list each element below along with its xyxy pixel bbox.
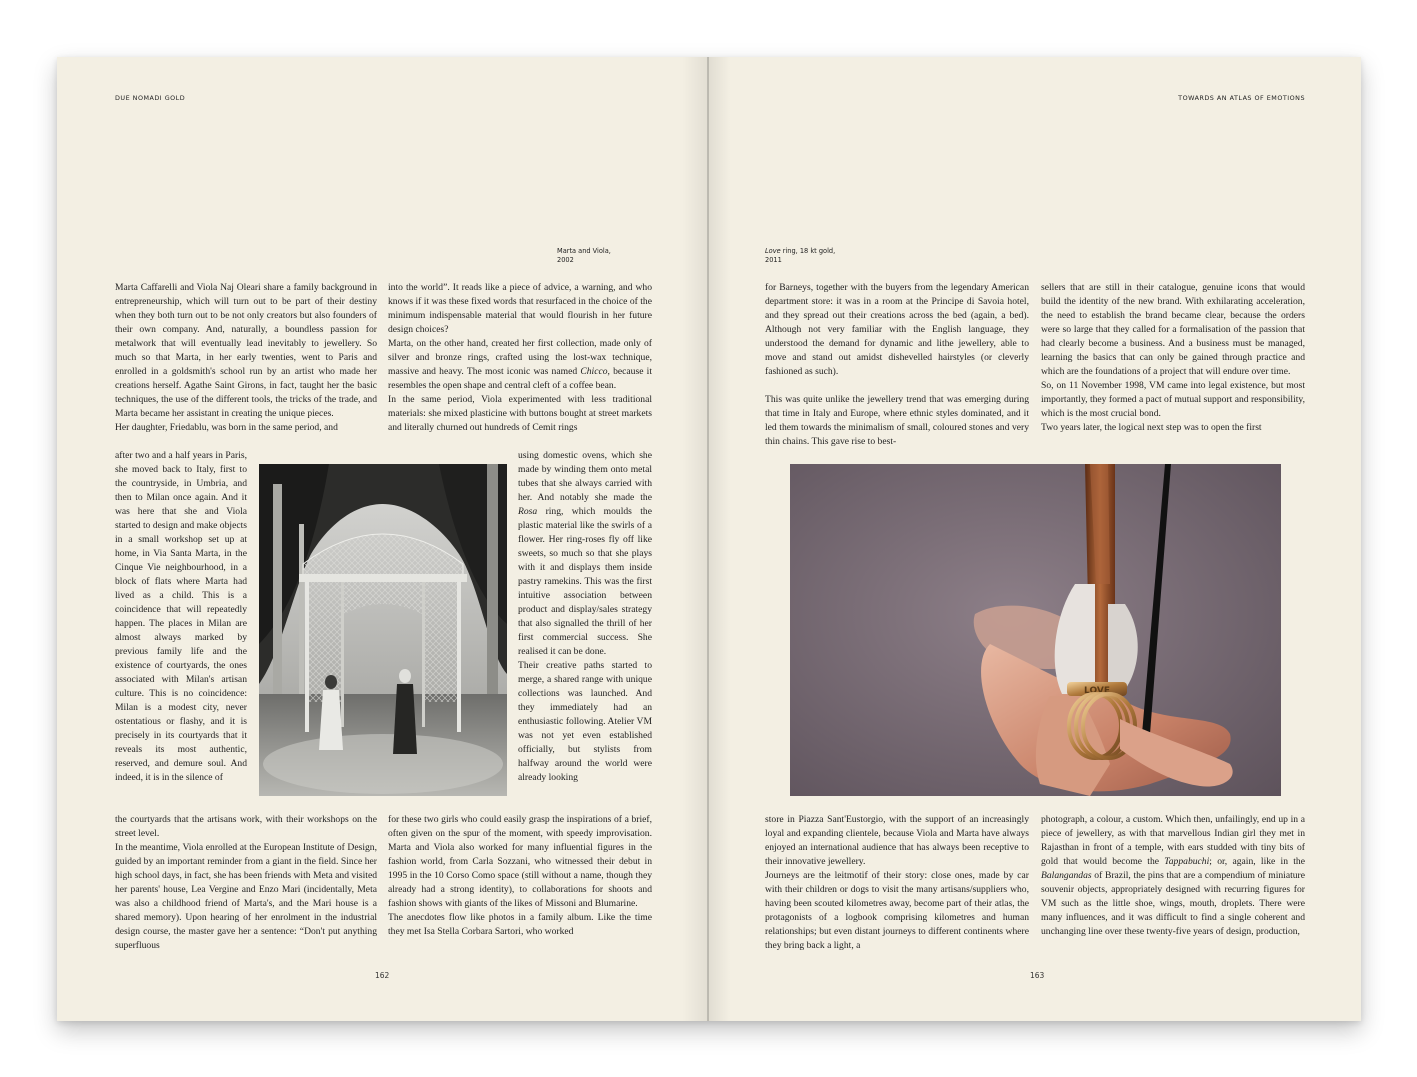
ring-engraving: LOVE	[1084, 686, 1110, 696]
body-text-column: sellers that are still in their catalogue, genuine icons that would build the identity of the new brand. With exhilarating acceleration, the need to establish the brand became clear, because the orders were so large that they called for a formalisation of the passion that had clearly become a business. And a business must be managed, learning the basics that can only be gained through practice and which are the foundations of a project that will endure over time. So, on 11 November 1998, VM came into legal existence, but most importantly, they formed a pact of mutual support and responsibility, which is the most crucial bond. Two years later, the logical next step was to open the first	[1041, 282, 1305, 433]
body-text-column: photograph, a colour, a custom. Which then, unfailingly, end up in a piece of jewellery, as with that marvellous Indian girl they met in Rajasthan in front of a temple, with ears studded with tiny bits of gold that would become the Tappabuchi; or, again, like in the Balangandas of Brazil, the pins that are a compendium of miniature souvenir objects, appropriately designed with recurring figures for VM such as the little shoe, wings, mouth, droplets. There were many influences, and it was difficult to find a single coherent and unchanging line over these twenty-five years of design, production,	[1041, 814, 1305, 937]
body-text-column: Marta Caffarelli and Viola Naj Oleari share a family background in entrepreneurship, which will turn out to be part of their destiny when they both turn out to be not only creators but also founders of their own company. And, naturally, a boundless passion for metalwork that will eventually lead inevitably to jewellery. So much so that Marta, in her early twenties, went to Paris and enrolled in a goldsmith's school run by an artist who made her creations herself. Agathe Saint Girons, in fact, taught her the basic techniques, the use of the different tools, the tricks of the trade, and Marta became her assistant in creating the unique pieces. Her daughter, Friedablu, was born in the same period, and	[115, 282, 377, 433]
ring-photo-image	[790, 464, 1281, 796]
spine-fold	[707, 57, 709, 1021]
page-number: 163	[1030, 971, 1045, 980]
gutter-shadow	[682, 57, 708, 1021]
body-text-column: into the world”. It reads like a piece of advice, a warning, and who knows if it was these fixed words that resurfaced in the choice of the minimum indispensable material that would flourish in her future design choices? Marta, on the other hand, created her first collection, made only of silver and bronze rings, crafted using the lost-wax technique, massive and heavy. The most iconic was named Chicco, because it resembles the open shape and central cleft of a coffee bean. In the same period, Viola experimented with less traditional materials: she mixed plasticine with buttons bought at street markets and literally churned out hundreds of Cemit rings	[388, 282, 652, 433]
body-text-column: the courtyards that the artisans work, with their workshops on the street level. In the meantime, Viola enrolled at the European Institute of Design, guided by an important reminder from a giant in the field. Since her high school days, in fact, she has been friends with Meta and visited her parents' house, Lea Vergine and Enzo Mari (incidentally, Meta was also a childhood friend of Marta's, and the Mari house is a shared memory). Upon hearing of her enrolment in the industrial design course, the master gave her a sentence: “Don't put anything superfluous	[115, 814, 377, 951]
body-text-column: using domestic ovens, which she made by winding them onto metal tubes that she always carried with her. And notably she made the Rosa ring, which moulds the plastic material like the swirls of a flower. Her ring-roses fly off like sweets, so much so that she plays with it and displays them inside pastry ramekins. This was the first intuitive association between product and display/sales strategy that also signalled the thrill of her first commercial success. She realised it can be done. Their creative paths started to merge, a shared range with unique collections was launched. And they immediately had an enthusiastic following. Atelier VM was not yet even established officially, but stylists from halfway around the world were already looking	[518, 450, 652, 783]
left-page	[57, 57, 708, 1021]
right-page	[708, 57, 1361, 1021]
love-ring-photo	[790, 464, 1281, 796]
body-text-column: for these two girls who could easily grasp the inspirations of a brief, often given on the spur of the moment, with speedy improvisation. Marta and Viola also worked for many influential figures in the fashion world, from Carla Sozzani, who witnessed their debut in 1995 in the 10 Corso Como space (still without a name, though they already had a strong identity), to collaborations for shoots and fashion shows with giants of the likes of Missoni and Blumarine. The anecdotes flow like photos in a family album. Like the time they met Isa Stella Corbara Sartori, who worked	[388, 814, 652, 937]
book-spread	[57, 57, 1361, 1021]
body-text-column: after two and a half years in Paris, she moved back to Italy, first to the countryside, in Umbria, and then to Milan once again. And it was here that she and Viola started to design and make objects in a small workshop set up at home, in Via Santa Marta, in the Cinque Vie neighbourhood, in a block of flats where Marta had lived as a child. This is a coincidence that will repeatedly happen. The places in Milan are almost always marked by previous family life and the existence of courtyards, the ones associated with Milan's artisan culture. This is no coincidence: Milan is a modest city, never ostentatious or flashy, and it is precisely in its courtyards that it reveals its most authentic, reserved, and demure soul. And indeed, it is in the silence of	[115, 450, 247, 783]
running-head-left: DUE NOMADI GOLD	[115, 94, 186, 102]
body-text-column: for Barneys, together with the buyers from the legendary American department store: it was in a room at the Principe di Savoia hotel, and they spread out their creations across the bed (again, a bed). Although not very familiar with the English language, they understood the demand for dynamic and lithe jewellery, able to move and stand out amidst dishevelled hairstyles (or cleverly fashioned as such). This was quite unlike the jewellery trend that was emerging during that time in Italy and Europe, where ethnic styles dominated, and it led them towards the minimalism of small, coloured stones and very thin chains. This gave rise to best-	[765, 282, 1029, 447]
body-text-column: store in Piazza Sant'Eustorgio, with the support of an increasingly loyal and expanding clientele, because Viola and Marta have always enjoyed an international audience that has always been receptive to their innovative jewellery. Journeys are the leitmotif of their story: close ones, made by car with their children or dogs to visit the many artisans/suppliers who, having been scouted kilometres away, become part of their atlas, the protagonists of a logbook comprising kilometres and human relationships; but even distant journeys to different continents where they bring back a light, a	[765, 814, 1029, 951]
page-number: 162	[375, 971, 390, 980]
gazebo-photo-image	[259, 464, 507, 796]
photo-caption-left: Marta and Viola, 2002	[557, 247, 611, 264]
running-head-right: TOWARDS AN ATLAS OF EMOTIONS	[1178, 94, 1305, 102]
garden-gazebo-photo	[259, 464, 507, 796]
gutter-shadow	[708, 57, 730, 1021]
photo-caption-right: Love ring, 18 kt gold, 2011	[765, 247, 836, 264]
